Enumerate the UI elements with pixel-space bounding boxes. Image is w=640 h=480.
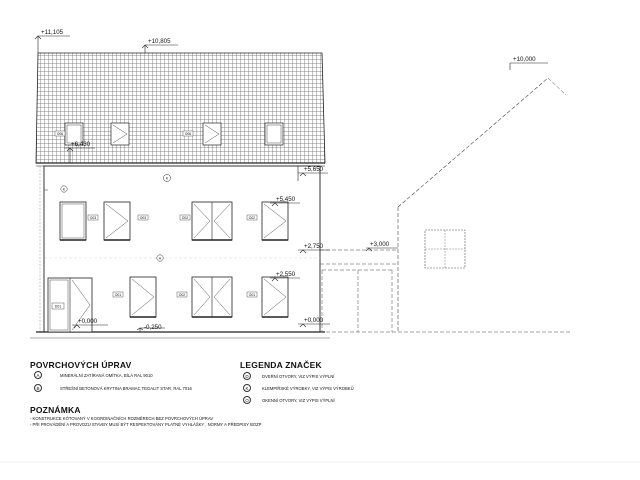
window	[130, 277, 156, 317]
window-code: O06	[56, 132, 64, 136]
window	[60, 202, 86, 240]
roof-window	[265, 123, 283, 145]
window	[192, 202, 232, 240]
level-eave: +6,430	[71, 141, 91, 148]
level-ground: +0,000	[78, 318, 98, 325]
window	[192, 277, 232, 317]
window-code: O02	[248, 216, 256, 220]
window-code: O01	[248, 293, 256, 297]
window-code: O06	[184, 132, 192, 136]
symbol-code-circle: D	[243, 372, 251, 380]
level-terrain: -0,250	[144, 324, 162, 331]
notes-title: POZNÁMKA	[30, 405, 81, 415]
symbol-description: DVEŘNÍ OTVORY, VIZ VÝPIS VÝPLNÍ	[262, 374, 335, 379]
window-code: O01	[114, 293, 122, 297]
roof-k-marker: K	[165, 176, 169, 181]
roof	[36, 53, 325, 166]
door-code: D01	[54, 304, 62, 309]
roof-window	[203, 123, 221, 145]
finish-description: MINERÁLNÍ ZATÍRANÁ OMÍTKA, BÍLÁ RAL 9010	[60, 373, 153, 378]
window-code: O02	[178, 293, 186, 297]
level-neighbor-ridge: +10,000	[513, 56, 536, 63]
note-line: - PŘI PROVÁDĚNÍ A PROVOZU STAVBY MUSÍ BÝT RESPEKTOVÁNY PLATNÉ VYHLÁŠKY , NORMY A PŘEDPISY BOZP	[30, 422, 262, 427]
level-top-wall: +5,650	[304, 166, 324, 173]
symbol-description: OKENNÍ OTVORY, VIZ VÝPIS VÝPLNÍ	[262, 398, 335, 403]
symbol-code-circle: K	[243, 384, 251, 392]
level-lower-window-top: +2,550	[276, 271, 296, 278]
window-code: O03	[139, 216, 147, 220]
level-chimney: +11,105	[41, 29, 64, 36]
note-line: - KONSTRUKCE KÓTOVANÝ V KOORDINAČNÍCH ROZMĚRECH BEZ POVRCHOVÝCH ÚPRAV	[30, 416, 214, 421]
window-code: O03	[89, 216, 97, 220]
window-code: O02	[181, 216, 189, 220]
level-annex-roof: +3,000	[370, 241, 390, 248]
facade-a-marker: A	[158, 256, 162, 261]
window	[104, 202, 130, 240]
wall-k-marker: K	[62, 187, 66, 192]
symbol-description: KLEMPÍŘSKÉ VÝROBKY, VIZ VÝPIS VÝROBKŮ	[262, 386, 354, 391]
neighbor-window	[425, 230, 465, 268]
level-ground-right: +0,000	[304, 317, 324, 324]
finish-code-circle: B	[34, 384, 42, 392]
level-upper-floor: +2,750	[304, 243, 324, 250]
window	[262, 277, 288, 317]
roof-window	[111, 123, 129, 145]
symbols-title: LEGENDA ZNAČEK	[240, 360, 322, 370]
finish-code-circle: A	[34, 371, 42, 379]
level-ridge: +10,805	[148, 38, 171, 45]
level-upper-window-top: +5,450	[276, 196, 296, 203]
window	[262, 202, 288, 240]
finish-description: STŘEŠNÍ BETONOVÁ KRYTINA BRAMAC TEGALIT STAR, RAL 7016	[60, 386, 192, 391]
finishes-title: POVRCHOVÝCH ÚPRAV	[30, 360, 132, 370]
neighbor-building	[320, 78, 570, 332]
symbol-code-circle: O	[243, 396, 251, 404]
